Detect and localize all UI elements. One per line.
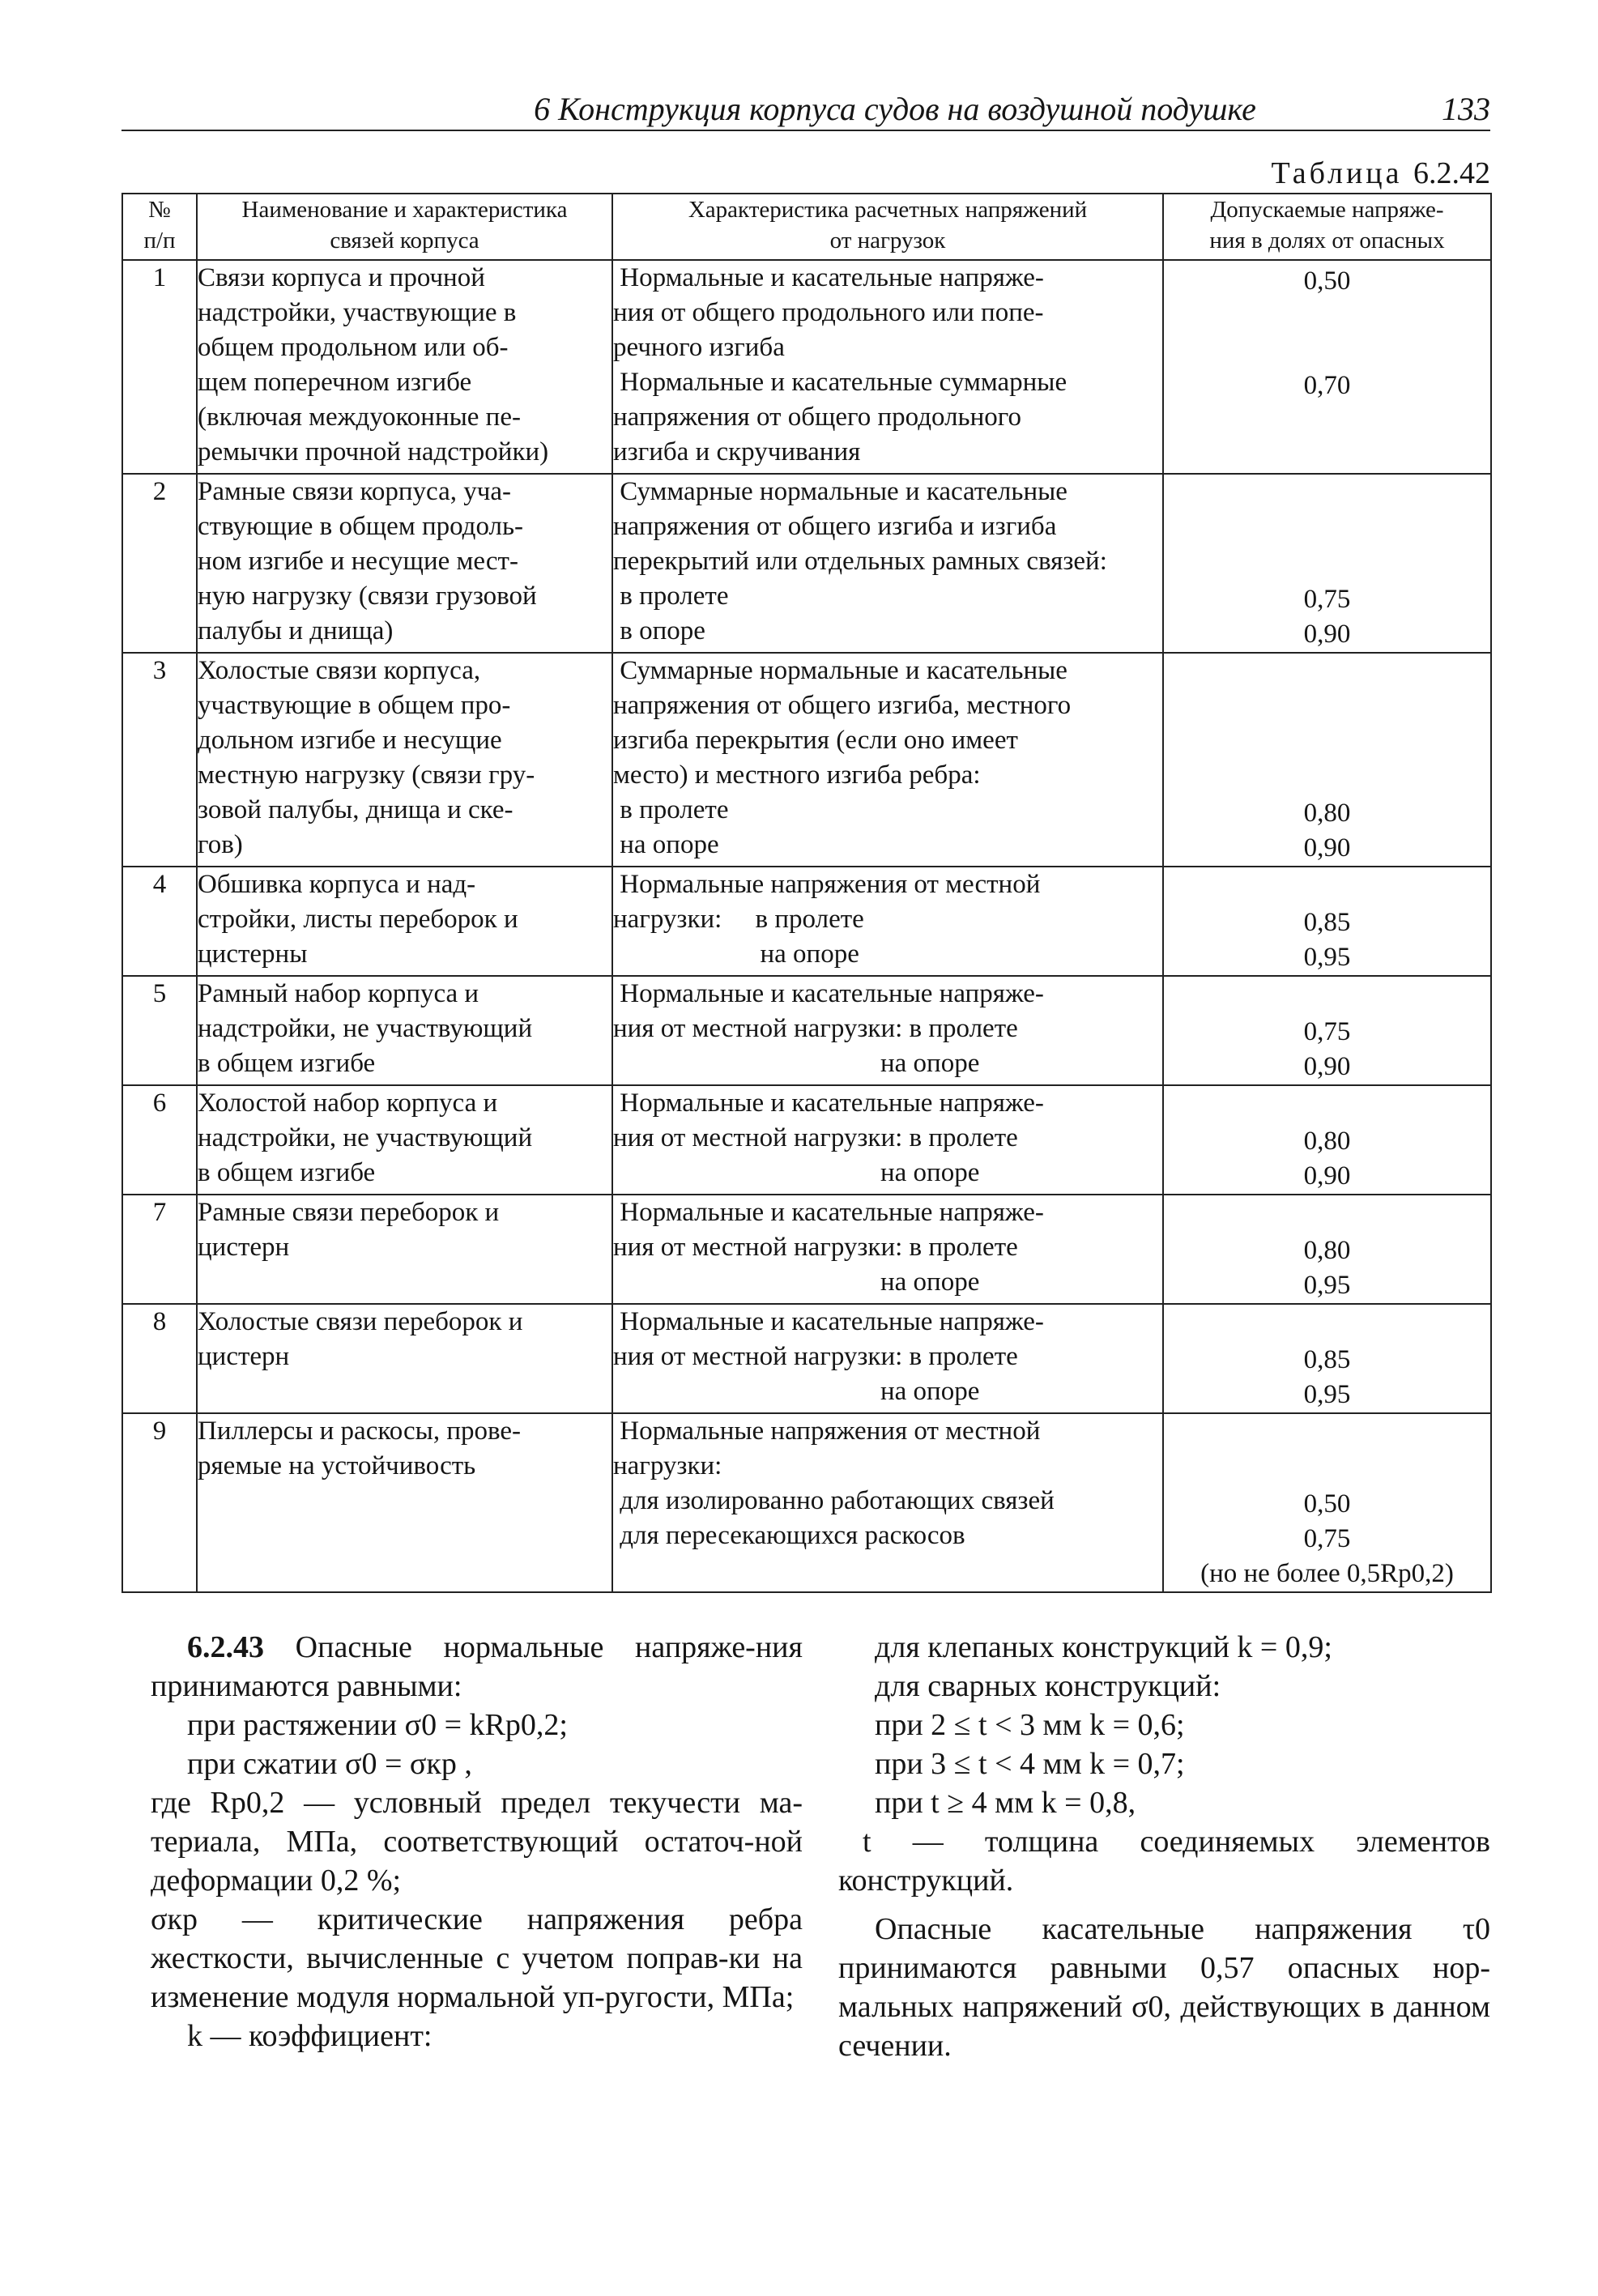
allowed-value	[1164, 403, 1490, 438]
left-column	[151, 1628, 803, 2055]
stress-line: изгиба перекрытия (если оно имеет	[613, 726, 1018, 755]
allowed-value: 0,70	[1303, 371, 1351, 400]
welded-heading: для сварных конструкций:	[875, 1669, 1221, 1703]
row-number: 7	[122, 1195, 197, 1304]
allowed-value: 0,75	[1303, 1017, 1351, 1046]
allowed-value	[1164, 1308, 1490, 1343]
table-row	[122, 474, 1491, 653]
stress-line: изгиба и скручивания	[613, 437, 861, 466]
running-header-title: 6 Конструкция корпуса судов на воздушной подушке	[534, 91, 1256, 127]
row-allowed-values	[1163, 474, 1491, 653]
row-allowed-values	[1163, 653, 1491, 867]
allowed-value: 0,80	[1303, 1236, 1351, 1265]
row-stress-characteristic	[612, 1304, 1163, 1413]
allowed-value: (но не более 0,5Rp0,2)	[1200, 1559, 1454, 1588]
stress-line: на опоре	[613, 939, 859, 969]
stress-line: в пролете	[613, 581, 729, 611]
allowed-value: 0,80	[1303, 799, 1351, 828]
row-name: Рамные связи корпуса, уча- ствующие в общем продоль- ном изгибе и несущие мест- ную нагрузку (связи грузовой палубы и днища)	[197, 474, 612, 653]
table-row	[122, 867, 1491, 976]
row-stress-characteristic	[612, 1195, 1163, 1304]
row-stress-characteristic	[612, 260, 1163, 474]
row-name: Обшивка корпуса и над- стройки, листы переборок и цистерны	[197, 867, 612, 976]
allowed-value	[1164, 547, 1490, 582]
allowed-value	[1164, 1417, 1490, 1452]
stress-line: напряжения от общего изгиба, местного	[613, 691, 1072, 720]
table-row	[122, 1085, 1491, 1195]
stress-line: Нормальные и касательные суммарные	[613, 368, 1067, 397]
row-allowed-values	[1163, 1085, 1491, 1195]
header-allowed: Допускаемые напряже- ния в долях от опасных	[1163, 194, 1491, 260]
table-row	[122, 1195, 1491, 1304]
row-name: Связи корпуса и прочной надстройки, участвующие в общем продольном или об- щем поперечном изгибе (включая междуоконные пе- ремычки прочной надстройки)	[197, 260, 612, 474]
stress-line: в пролете	[613, 795, 729, 824]
section-intro-text: Опасные нормальные напряже-ния принимаются равными:	[151, 1630, 803, 1703]
row-stress-characteristic	[612, 474, 1163, 653]
stress-line: напряжения от общего продольного	[613, 403, 1021, 432]
stress-line: Нормальные напряжения от местной	[613, 870, 1041, 899]
table-header-row	[122, 194, 1491, 260]
allowed-value: 0,50	[1303, 1489, 1351, 1519]
row-name: Рамный набор корпуса и надстройки, не участвующий в общем изгибе	[197, 976, 612, 1085]
allowed-value: 0,90	[1303, 833, 1351, 863]
body-text	[121, 1628, 1490, 2130]
stress-line: на опоре	[613, 1049, 980, 1078]
allowed-value: 0,90	[1303, 1052, 1351, 1081]
header-stress: Характеристика расчетных напряжений от нагрузок	[612, 194, 1163, 260]
table-caption	[1207, 155, 1490, 191]
stress-line	[613, 1553, 1162, 1588]
allowed-value: 0,95	[1303, 1380, 1351, 1409]
stress-line: речного изгиба	[613, 333, 785, 362]
stress-line: для изолированно работающих связей	[613, 1486, 1055, 1515]
allowed-value	[1164, 299, 1490, 334]
row-name: Холостые связи корпуса, участвующие в общем про- дольном изгибе и несущие местную нагрузку (связи гру- зовой палубы, днища и ске- гов)	[197, 653, 612, 867]
allowed-value: 0,75	[1303, 585, 1351, 614]
header-name: Наименование и характеристика связей корпуса	[197, 194, 612, 260]
stress-line: напряжения от общего изгиба и изгиба	[613, 512, 1057, 541]
allowed-value	[1164, 438, 1490, 473]
thickness-case-3: при t ≥ 4 мм k = 0,8,	[875, 1786, 1136, 1820]
allowed-value	[1164, 692, 1490, 726]
allowed-value	[1164, 761, 1490, 796]
stress-line: ния от местной нагрузки: в пролете	[613, 1123, 1018, 1152]
allowed-value: 0,85	[1303, 1345, 1351, 1374]
stress-table	[121, 193, 1492, 1593]
row-number: 3	[122, 653, 197, 867]
row-allowed-values	[1163, 1413, 1491, 1592]
stress-line: Нормальные и касательные напряже-	[613, 263, 1044, 292]
stress-line: Нормальные и касательные напряже-	[613, 1198, 1044, 1227]
stress-line: на опоре	[613, 1158, 980, 1187]
stress-line: на опоре	[613, 1377, 980, 1406]
allowed-value: 0,90	[1303, 1161, 1351, 1191]
row-name: Рамные связи переборок и цистерн	[197, 1195, 612, 1304]
stress-line: ния от местной нагрузки: в пролете	[613, 1342, 1018, 1371]
sigma-cr-definition: σкр — критические напряжения ребра жесткости, вычисленные с учетом поправ-ки на изменение модуля нормальной уп-ругости, МПа;	[151, 1902, 803, 2014]
stress-line: Нормальные напряжения от местной	[613, 1416, 1041, 1446]
row-stress-characteristic	[612, 867, 1163, 976]
stress-line: Нормальные и касательные напряже-	[613, 1307, 1044, 1336]
allowed-value	[1164, 871, 1490, 905]
row-name: Пиллерсы и раскосы, прове- ряемые на устойчивость	[197, 1413, 612, 1592]
row-number: 1	[122, 260, 197, 474]
allowed-value: 0,95	[1303, 943, 1351, 972]
allowed-value: 0,85	[1303, 908, 1351, 937]
allowed-value: 0,50	[1303, 266, 1351, 296]
stress-line: Нормальные и касательные напряже-	[613, 1088, 1044, 1118]
stress-line: на опоре	[613, 830, 719, 859]
stress-line: для пересекающихся раскосов	[613, 1521, 965, 1550]
header-number: № п/п	[122, 194, 197, 260]
row-number: 2	[122, 474, 197, 653]
right-column	[838, 1628, 1490, 2065]
row-stress-characteristic	[612, 1085, 1163, 1195]
table-row	[122, 653, 1491, 867]
allowed-value: 0,80	[1303, 1127, 1351, 1156]
row-allowed-values	[1163, 1304, 1491, 1413]
stress-line: нагрузки:	[613, 1451, 722, 1480]
allowed-value	[1164, 478, 1490, 513]
row-allowed-values	[1163, 1195, 1491, 1304]
table-row	[122, 1304, 1491, 1413]
stress-line: Суммарные нормальные и касательные	[613, 656, 1067, 685]
stress-line: Суммарные нормальные и касательные	[613, 477, 1067, 506]
compression-formula: при сжатии σ0 = σкр ,	[187, 1747, 472, 1781]
stress-line: Нормальные и касательные напряже-	[613, 979, 1044, 1008]
row-number: 9	[122, 1413, 197, 1592]
allowed-value	[1164, 513, 1490, 547]
allowed-value	[1164, 980, 1490, 1015]
table-caption-number: 6.2.42	[1413, 156, 1490, 190]
allowed-value	[1164, 726, 1490, 761]
table-row	[122, 976, 1491, 1085]
row-stress-characteristic	[612, 976, 1163, 1085]
allowed-value	[1164, 1452, 1490, 1487]
section-intro	[151, 1628, 803, 1706]
t-definition: t — толщина соединяемых элементов конструкций.	[838, 1825, 1490, 1898]
row-number: 8	[122, 1304, 197, 1413]
row-allowed-values	[1163, 976, 1491, 1085]
row-number: 5	[122, 976, 197, 1085]
k-coefficient: k — коэффициент:	[187, 2019, 433, 2053]
row-name: Холостые связи переборок и цистерн	[197, 1304, 612, 1413]
section-number: 6.2.43	[187, 1630, 264, 1664]
table-row	[122, 260, 1491, 474]
stress-line: перекрытий или отдельных рамных связей:	[613, 547, 1107, 576]
stress-line: ния от местной нагрузки: в пролете	[613, 1014, 1018, 1043]
stress-line: на опоре	[613, 1267, 980, 1297]
stress-line: ния от местной нагрузки: в пролете	[613, 1233, 1018, 1262]
allowed-value: 0,75	[1303, 1524, 1351, 1553]
row-allowed-values	[1163, 260, 1491, 474]
row-stress-characteristic	[612, 1413, 1163, 1592]
stress-line: нагрузки: в пролете	[613, 905, 864, 934]
allowed-value	[1164, 657, 1490, 692]
allowed-value	[1164, 334, 1490, 368]
running-header	[121, 89, 1490, 131]
row-allowed-values	[1163, 867, 1491, 976]
row-stress-characteristic	[612, 653, 1163, 867]
stress-line: в опоре	[613, 616, 705, 645]
thickness-case-2: при 3 ≤ t < 4 мм k = 0,7;	[875, 1747, 1185, 1781]
allowed-value: 0,90	[1303, 620, 1351, 649]
shear-stress-text: Опасные касательные напряжения τ0 принимаются равными 0,57 опасных нор-мальных напряжений σ0, действующих в данном сечении.	[838, 1912, 1490, 2063]
stress-line: ния от общего продольного или попе-	[613, 298, 1044, 327]
row-number: 6	[122, 1085, 197, 1195]
page-number: 133	[1442, 91, 1490, 127]
table-row	[122, 1413, 1491, 1592]
allowed-value: 0,95	[1303, 1271, 1351, 1300]
allowed-value	[1164, 1089, 1490, 1124]
row-number: 4	[122, 867, 197, 976]
tension-formula: при растяжении σ0 = kRp0,2;	[187, 1708, 568, 1742]
riveted-k: для клепаных конструкций k = 0,9;	[875, 1630, 1332, 1664]
row-name: Холостой набор корпуса и надстройки, не участвующий в общем изгибе	[197, 1085, 612, 1195]
thickness-case-1: при 2 ≤ t < 3 мм k = 0,6;	[875, 1708, 1185, 1742]
rp-definition: где Rp0,2 — условный предел текучести ма-териала, МПа, соответствующий остаточ-ной деформации 0,2 %;	[151, 1786, 803, 1898]
table-caption-word: Таблица	[1271, 156, 1403, 190]
stress-line: место) и местного изгиба ребра:	[613, 760, 981, 790]
allowed-value	[1164, 1199, 1490, 1233]
